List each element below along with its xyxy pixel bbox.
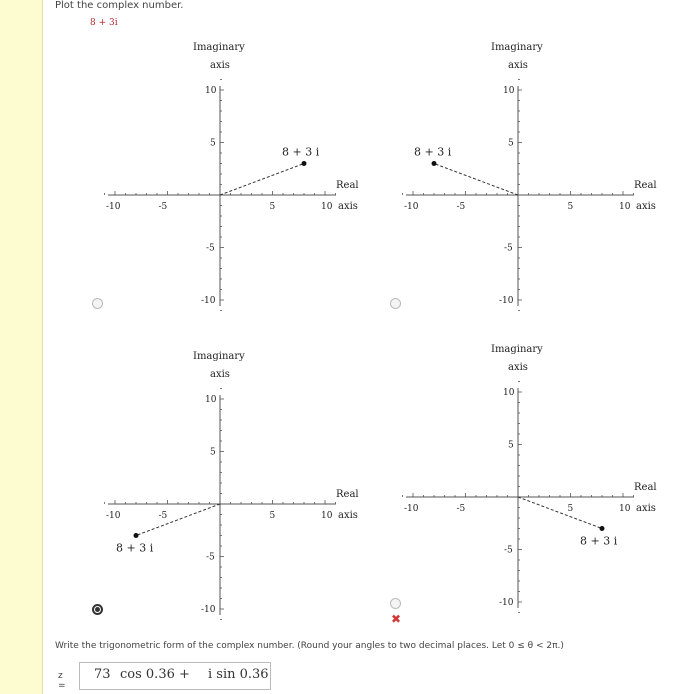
x-tick-label: -10 [106, 511, 121, 521]
left-highlight-bar [0, 0, 43, 694]
x-tick-label: 5 [269, 511, 276, 521]
imaginary-axis-label-2: axis [210, 60, 230, 71]
answer-input[interactable] [79, 662, 271, 690]
x-tick-label: -10 [404, 504, 419, 514]
y-tick-label: -10 [499, 296, 514, 306]
x-tick-label: 5 [269, 202, 276, 212]
x-tick-label: 10 [619, 504, 631, 514]
x-tick-label: 5 [567, 504, 574, 514]
x-tick-label: -5 [158, 202, 168, 212]
imaginary-axis-label-2: axis [210, 369, 230, 380]
graph-a-svg [68, 38, 368, 338]
graph-option-c [68, 347, 368, 647]
real-axis-label-2: axis [636, 503, 656, 514]
plotted-point [134, 533, 139, 538]
y-tick-label: 5 [210, 447, 216, 458]
point-label: 8 + 3 i [580, 534, 618, 548]
plotted-point [600, 526, 605, 531]
graph-d-svg [366, 340, 666, 640]
graph-option-d [366, 340, 666, 640]
graph-option-b [366, 38, 666, 338]
point-segment [434, 164, 518, 196]
real-axis-label: Real [634, 180, 657, 191]
real-axis-label: Real [336, 489, 359, 500]
graph-b-svg [366, 38, 666, 338]
graph-c-svg [68, 347, 368, 647]
y-tick-label: 10 [503, 388, 515, 398]
real-axis-label-2: axis [338, 510, 358, 521]
imaginary-axis-label-2: axis [508, 362, 528, 373]
x-tick-label: -10 [106, 202, 121, 212]
real-axis-label: Real [336, 180, 359, 191]
imaginary-axis-label-2: axis [508, 60, 528, 71]
real-axis-label: Real [634, 482, 657, 493]
y-tick-label: -10 [499, 598, 514, 608]
modulus-value: 73 [94, 667, 111, 682]
y-tick-label: -5 [206, 243, 215, 254]
incorrect-mark-icon: ✖ [391, 612, 402, 626]
y-tick-label: 10 [503, 86, 515, 96]
imaginary-axis-label: Imaginary [491, 344, 543, 355]
cos-term: cos 0.36 + [120, 667, 190, 682]
plotted-point [302, 161, 307, 166]
point-label: 8 + 3 i [414, 145, 452, 159]
y-tick-label: 5 [508, 440, 514, 451]
point-segment [220, 164, 304, 196]
plotted-point [432, 161, 437, 166]
imaginary-axis-label: Imaginary [193, 351, 245, 362]
y-tick-label: -10 [201, 605, 216, 615]
x-tick-label: 10 [321, 202, 333, 212]
graph-option-a [68, 38, 368, 338]
radio-option-a[interactable] [92, 298, 103, 309]
given-complex-number: 8 + 3i [90, 18, 118, 28]
z-label: z = [58, 671, 66, 691]
y-tick-label: -5 [206, 552, 215, 563]
x-tick-label: -10 [404, 202, 419, 212]
trig-form-question: Write the trigonometric form of the complex number. (Round your angles to two decimal places. Let 0 ≤ θ < 2π.) [55, 641, 564, 651]
real-axis-label-2: axis [338, 201, 358, 212]
y-tick-label: -10 [201, 296, 216, 306]
y-tick-label: 5 [210, 138, 216, 149]
y-tick-label: 10 [205, 395, 217, 405]
y-tick-label: 10 [205, 86, 217, 96]
question-prompt: Plot the complex number. [55, 0, 184, 11]
radio-option-d[interactable] [390, 598, 401, 609]
radio-option-b[interactable] [390, 298, 401, 309]
real-axis-label-2: axis [636, 201, 656, 212]
imaginary-axis-label: Imaginary [193, 42, 245, 53]
x-tick-label: -5 [158, 511, 168, 521]
x-tick-label: 10 [321, 511, 333, 521]
point-label: 8 + 3 i [282, 145, 320, 159]
point-segment [518, 497, 602, 529]
point-label: 8 + 3 i [116, 541, 154, 555]
y-tick-label: -5 [504, 243, 513, 254]
x-tick-label: 10 [619, 202, 631, 212]
y-tick-label: 5 [508, 138, 514, 149]
radio-option-c[interactable] [92, 604, 103, 615]
point-segment [136, 504, 220, 536]
x-tick-label: -5 [456, 202, 466, 212]
imaginary-axis-label: Imaginary [491, 42, 543, 53]
isin-term: i sin 0.36 [208, 667, 269, 682]
x-tick-label: -5 [456, 504, 466, 514]
x-tick-label: 5 [567, 202, 574, 212]
y-tick-label: -5 [504, 545, 513, 556]
